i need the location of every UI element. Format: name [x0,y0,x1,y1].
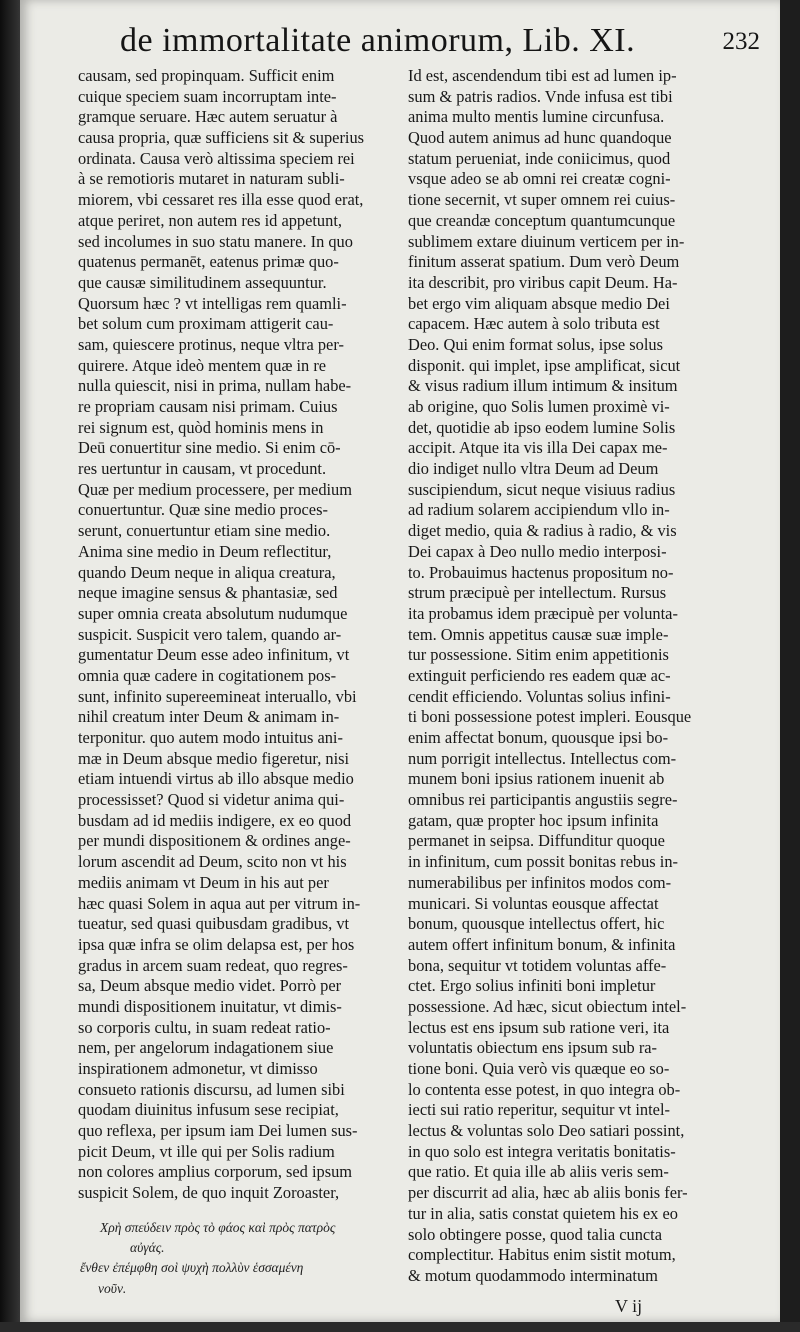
text-line: det, quotidie ab ipso eodem lumine Solis [408,417,676,437]
text-line: conuertuntur. Quæ sine medio proces- [78,500,328,520]
text-line: statum perueniat, inde coniicimus, quod [408,148,671,168]
text-line: à se remotioris mutaret in naturam subli- [78,169,345,189]
text-line: sublimem extare diuinum verticem per in- [408,231,685,251]
text-line: miorem, vbi cessaret res illa esse quod erat, [78,190,364,210]
greek-quote-line: νοῦν. [98,1281,127,1296]
text-line: dio indiget nullo vltra Deum ad Deum [408,459,659,479]
text-line: nulla quiescit, nisi in prima, nullam habe- [78,376,352,396]
text-line: neque imagine sensus & phantasiæ, sed [78,583,338,603]
text-line: Quorsum hæc ? vt intelligas rem quamli- [78,293,347,313]
text-line: que creandæ conceptum quantumcunque [408,210,676,230]
text-line: mundi dispositionem inuitatur, vt dimis- [78,996,342,1016]
text-line: tur possessione. Sitim enim appetitionis [408,645,669,665]
text-line: causa propria, quæ sufficiens sit & superius [78,128,365,148]
text-line: tueatur, sed quasi quibusdam gradibus, vt [78,914,350,934]
text-line: municari. Si voluntas eousque affectat [408,893,659,913]
text-line: hæc quasi Solem in aqua aut per vitrum in- [78,893,361,913]
text-line: per mundi dispositionem & ordines ange- [78,831,351,851]
text-line: quatenus permanēt, eatenus primæ quo- [78,252,339,272]
text-line: & visus radium illum intimum & insitum [408,376,678,396]
text-line: Id est, ascendendum tibi est ad lumen ip- [408,66,677,85]
text-line: omnibus rei participantis angustiis segre- [408,790,678,810]
page-header [120,22,760,68]
text-line: autem offert infinitum bonum, & infinita [408,934,676,954]
text-line: munem boni ipsius rationem inuenit ab [408,769,665,789]
text-line: super omnia creata absolutum nudumque [78,603,348,623]
text-line: sa, Deum absque medio videt. Porrò per [78,976,342,996]
text-line: que causæ similitudinem assequuntur. [78,272,327,292]
text-line: gumentatur Deum esse adeo infinitum, vt [78,645,350,665]
text-line: permanet in seipsa. Diffunditur quoque [408,831,665,851]
text-line: vsque adeo se ab omni rei creatæ cogni- [408,169,671,189]
text-line: nem, per angelorum indagationem siue [78,1038,334,1058]
text-line: serunt, conuertuntur etiam sine medio. [78,521,331,541]
text-line: cuique speciem suam incorruptam inte- [78,86,337,106]
text-line: so corporis cultu, in suam redeat ratio- [78,1017,331,1037]
text-line: ipsa quæ infra se olim delapsa est, per hos [78,934,355,954]
text-line: omnia quæ cadere in cogitationem pos- [78,665,337,685]
text-line: in infinitum, cum possit bonitas rebus in- [408,852,678,872]
greek-quote-line: αὐγάς. [130,1240,165,1255]
text-line: quodam diuinitus infusum sese recipiat, [78,1100,339,1120]
text-line: picit Deum, vt ille qui per Solis radium [78,1141,335,1161]
text-line: to. Probauimus hactenus propositum no- [408,562,674,582]
text-line: ad radium solarem accipiendum vllo in- [408,500,670,520]
text-line: mediis animam vt Deum in his aut per [78,872,329,892]
text-line: atque periret, non autem res id appetunt, [78,210,342,230]
page-bottom-edge [0,1322,800,1332]
text-line: voluntatis obiectum ens ipsum sub ra- [408,1038,658,1058]
text-line: suspicit Solem, de quo inquit Zoroaster, [78,1183,340,1203]
running-title: de immortalitate animorum, Lib. XI. [120,22,636,59]
text-line: bet solum cum proximam attigerit cau- [78,314,334,334]
greek-quote-line: Χρὴ σπεύδειν πρὸς τὸ φάος καὶ πρὸς πατρὸς [100,1220,336,1235]
text-line: iecti sui ratio reperitur, sequitur vt intel- [408,1100,670,1120]
text-line: ab origine, quo Solis lumen proximè vi- [408,397,670,416]
text-line: inspirationem admonetur, vt dimisso [78,1059,318,1078]
text-line: numerabilibus per infinitos modos com- [408,872,672,892]
text-line: ordinata. Causa verò altissima speciem rei [78,148,355,168]
text-line: bet ergo vim aliquam absque medio Dei [408,293,670,313]
text-line: lorum ascendit ad Deum, scito non vt his [78,852,347,872]
text-line: per discurrit ad alia, hæc ab aliis bonis fer- [408,1183,688,1203]
text-line: tem. Omnis appetitus causæ suæ imple- [408,624,669,644]
text-line: tur in alia, satis constat quietem his ex eo [408,1203,678,1223]
page-number: 232 [722,28,760,55]
text-line: bonum, quousque intellectus offert, hic [408,914,665,934]
text-line: rei signum est, quòd hominis mens in [78,417,324,437]
text-line: gradus in arcem suam redeat, quo regres- [78,955,348,975]
text-line: ctet. Ergo solius infiniti boni impletur [408,976,656,996]
text-line: nihil creatum inter Deum & animam in- [78,707,340,727]
text-line: terponitur. quo autem modo intuitus ani- [78,728,343,747]
text-line: possessione. Ad hæc, sicut obiectum intel- [408,996,687,1016]
text-line: Quod autem animus ad hunc quandoque [408,128,672,148]
text-line: sum & patris radios. Vnde infusa est tibi [408,86,673,106]
text-line: quo reflexa, per ipsum iam Dei lumen sus- [78,1121,358,1141]
text-line: res uertuntur in causam, vt procedunt. [78,459,327,479]
text-line: gatam, quæ propter hoc ipsum infinita [408,810,659,830]
text-line: disponit. qui implet, ipse amplificat, sicut [408,355,681,375]
text-line: consueto rationis discursu, ad lumen sibi [78,1079,345,1099]
text-line: anima multo mentis lumine circunfusa. [408,107,665,127]
text-line: gramque seruare. Hæc autem seruatur à [78,107,338,127]
text-line: accipit. Atque ita vis illa Dei capax me- [408,438,668,458]
text-line: non colores amplius corporum, sed ipsum [78,1162,353,1182]
text-line: Deū conuertitur sine medio. Si enim cō- [78,438,341,458]
greek-quote-line: ἔνθεν ἐπέμφθη σοὶ ψυχὴ πολλὺν ἑσσαμένη [80,1260,304,1275]
text-line: que ratio. Et quia ille ab aliis veris sem- [408,1162,669,1182]
text-line: lectus est ens ipsum sub ratione veri, ita [408,1017,670,1037]
page-gutter-shadow [0,0,22,1332]
text-line: ita probamus idem præcipuè per volunta- [408,603,678,623]
text-line: solo obtingere posse, quod talia cuncta [408,1224,662,1244]
text-line: tione boni. Quia verò vis quæque eo so- [408,1059,670,1078]
left-text-column [78,66,394,1204]
text-line: Anima sine medio in Deum reflectitur, [78,541,332,561]
right-text-column [408,66,728,1287]
text-line: & motum quodammodo interminatum [408,1265,658,1285]
text-line: enim affectat bonum, quousque ipsi bo- [408,728,669,747]
text-line: sed incolumes in suo statu manere. In quo [78,231,353,251]
text-line: lo contenta esse potest, in quo integra ob- [408,1079,681,1099]
text-line: Deo. Qui enim format solus, ipse solus [408,334,663,354]
text-line: lectus & voluntas solo Deo satiari possint, [408,1121,685,1141]
text-line: bona, sequitur vt totidem voluntas affe- [408,955,667,975]
text-line: Dei capax à Deo nullo medio interposi- [408,541,667,561]
text-line: diget medio, quia & radius à radio, & vis [408,521,677,541]
text-line: finitum asserat spatium. Dum verò Deum [408,252,680,272]
text-line: suscipiendum, sicut neque visiuus radius [408,479,676,499]
text-line: complectitur. Habitus enim sistit motum, [408,1245,676,1265]
book-page [20,0,780,1322]
text-line: tione secernit, vt super omnem rei cuius- [408,190,676,210]
text-line: strum præcipuè per intellectum. Rursus [408,583,667,603]
text-line: cendit efficiendo. Voluntas solius infini- [408,686,671,706]
text-line: etiam intuendi virtus ab illo absque medio [78,769,354,789]
text-line: busdam ad id mediis indigere, ex eo quod [78,810,352,830]
text-line: causam, sed propinquam. Sufficit enim [78,66,335,85]
text-line: quirere. Atque ideò mentem quæ in re [78,355,327,375]
text-line: suspicit. Suspicit vero talem, quando ar- [78,624,342,644]
text-line: processisset? Quod si videtur anima qui- [78,790,345,810]
text-line: num porrigit intellectus. Intellectus com- [408,748,677,768]
text-line: quando Deum neque in aliqua creatura, [78,562,336,582]
text-line: sam, quiescere protinus, neque vltra per- [78,334,344,354]
text-line: extinguit perficiendo res eadem quæ ac- [408,665,671,685]
text-line: sunt, infinito supereemineat interuallo, vbi [78,686,357,706]
signature-mark: V ij [615,1296,643,1316]
text-line: Quæ per medium processere, per medium [78,479,353,499]
text-line: ita describit, pro viribus capit Deum. Ha- [408,272,678,292]
text-line: re propriam causam nisi primam. Cuius [78,397,338,416]
text-line: ti boni possessione potest impleri. Eousque [408,707,692,727]
text-line: capacem. Hæc autem à solo tributa est [408,314,660,334]
text-line: in quo solo est integra veritatis bonitatis- [408,1141,676,1161]
text-line: mæ in Deum absque medio figeretur, nisi [78,748,350,768]
